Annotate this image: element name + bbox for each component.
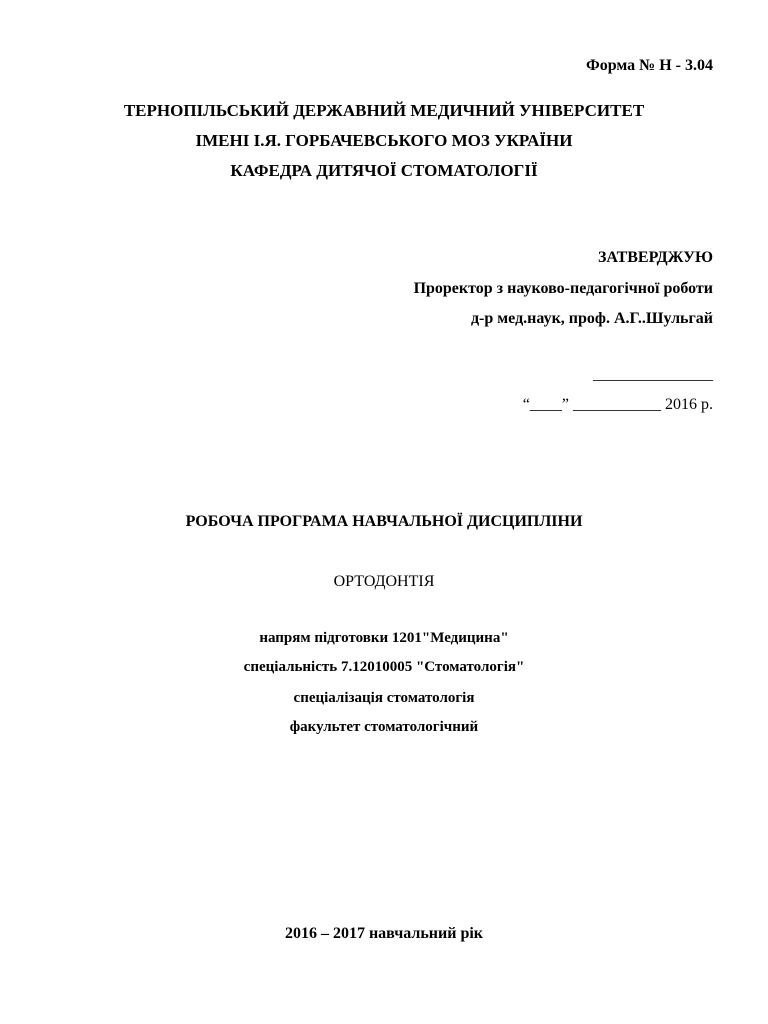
specialty-line: спеціальність 7.12010005 "Стоматологія" [243,659,525,675]
discipline-name: ОРТОДОНТІЯ [333,573,435,590]
academic-year: 2016 – 2017 навчальний рік [284,925,484,942]
university-name-line2: ІМЕНІ І.Я. ГОРБАЧЕВСЬКОГО МОЗ УКРАЇНИ [195,131,573,150]
program-title: РОБОЧА ПРОГРАМА НАВЧАЛЬНОЇ ДИСЦИПЛІНИ [185,513,583,530]
approval-name: д-р мед.наук, проф. А.Г..Шульгай [470,310,713,327]
faculty-line: факультет стоматологічний [289,719,479,735]
approval-position: Проректор з науково-педагогічної роботи [413,280,713,297]
approval-heading: ЗАТВЕРДЖУЮ [597,249,713,266]
department-name: КАФЕДРА ДИТЯЧОЇ СТОМАТОЛОГІЇ [230,161,538,180]
direction-line: напрям підготовки 1201"Медицина" [259,630,509,646]
specialization-line: спеціалізація стоматологія [293,690,475,706]
signature-line: _______________ [593,366,713,383]
form-number: Форма № Н - 3.04 [585,57,713,74]
approval-date-line: “____” ___________ 2016 р. [522,396,713,413]
university-name-line1: ТЕРНОПІЛЬСЬКИЙ ДЕРЖАВНИЙ МЕДИЧНИЙ УНІВЕРСИТЕТ [123,101,645,120]
